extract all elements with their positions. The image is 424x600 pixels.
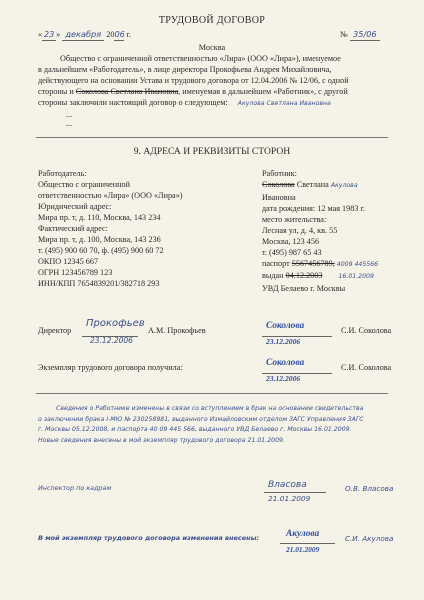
intro-line-5-text: стороны заключили настоящий договор о следующем:: [38, 98, 228, 107]
employer-line-8: ОКПО 12345 667: [38, 257, 99, 266]
director-sign-date: 23.12.2006: [90, 336, 133, 345]
inspector-name: О.В. Власова: [345, 484, 394, 493]
issued-label: выдан: [262, 271, 284, 280]
director-name: А.М. Прокофьев: [148, 326, 206, 335]
new-employee-name-handwritten: Акулова Светлана Ивановна: [237, 100, 331, 107]
worker-phone: т. (495) 987 65 43: [262, 247, 322, 257]
director-label: Директор: [38, 326, 72, 335]
copy-name: С.И. Соколова: [341, 363, 392, 372]
worker-name: С.И. Соколова: [341, 326, 392, 335]
date-year-prefix: 20: [106, 30, 115, 39]
number-value: 35/06: [350, 29, 380, 41]
intro-line-4-end: , именуемая в дальнейшем «Работник», с другой: [178, 87, 348, 96]
final-signature: Акулова: [286, 529, 320, 539]
final-name: С.И. Акулова: [345, 534, 394, 543]
worker-details: [262, 168, 402, 294]
final-confirmation-label: В мой экземпляр трудового договора изменения внесены:: [38, 534, 260, 542]
date-month: декабря: [62, 29, 104, 41]
worker-issuer: УВД Белаево г. Москвы: [262, 283, 346, 293]
worker-signature: Соколова: [266, 321, 305, 331]
intro-line-4: [38, 86, 390, 97]
employer-line-9: ОГРН 123456789 123: [38, 268, 113, 277]
issued-old-date: 04.12.2003: [285, 271, 323, 280]
employer-line-4: Мира пр. т, д. 110, Москва, 143 234: [38, 213, 161, 222]
inspector-signature: Власова: [268, 480, 307, 490]
passport-old-number: 5567456789,: [291, 258, 335, 268]
copy-received-label: Экземпляр трудового договора получила:: [38, 363, 183, 372]
employer-details: [38, 168, 238, 289]
worker-name-line: [262, 179, 402, 192]
intro-line-4-start: стороны и: [38, 87, 74, 96]
final-sign-line: [280, 543, 335, 544]
worker-heading: Работник:: [262, 169, 297, 178]
employer-line-10: ИНН/КПП 7654839201/382718 293: [38, 279, 160, 288]
intro-line-2: в дальнейшем «Работодатель», в лице директора Прокофьева Андрея Михайловича,: [38, 65, 332, 74]
worker-residence-label: место жительства:: [262, 214, 327, 224]
dots-1: ...: [66, 109, 73, 119]
passport-label: паспорт: [262, 258, 290, 268]
document-title: ТРУДОВОЙ ДОГОВОР: [158, 15, 266, 26]
final-sign-date: 21.01.2009: [286, 545, 320, 554]
worker-address-2: Москва, 123 456: [262, 236, 320, 246]
inspector-label: Инспектор по кадрам: [38, 484, 112, 492]
employer-line-3: Юридический адрес:: [38, 202, 112, 211]
date-day: 23: [43, 29, 55, 39]
dots-2: ...: [66, 118, 73, 128]
date-suffix: г.: [126, 30, 131, 39]
number-label: №: [340, 30, 348, 39]
intro-line-5: [38, 97, 390, 110]
change-note: [38, 404, 394, 446]
employer-line-1: Общество с ограниченной: [38, 180, 130, 189]
worker-first-name: Светлана: [296, 180, 329, 189]
inspector-sign-date: 21.01.2009: [268, 494, 311, 503]
note-line-4: Новые сведения внесены в мой экземпляр трудового договора 21.01.2009.: [38, 436, 285, 444]
employer-line-5: Фактический адрес:: [38, 224, 108, 233]
date-year-suffix: 06: [114, 29, 125, 39]
city: Москва: [198, 43, 226, 52]
employer-heading: Работодатель:: [38, 169, 87, 178]
note-line-3: г. Москвы 05.12.2008, и паспорта 40 09 445 566, выданного УВД Белаево г. Москвы 16.01.2009.: [38, 426, 352, 433]
passport-new-number-handwritten: 4009 445566: [336, 260, 379, 268]
section-title: 9. АДРЕСА И РЕКВИЗИТЫ СТОРОН: [133, 146, 291, 157]
worker-birth: дата рождения: 12 мая 1983 г.: [262, 203, 365, 213]
contract-date: « 23 » декабря 2006 г.: [38, 29, 131, 39]
director-signature: Прокофьев: [86, 318, 145, 329]
worker-new-surname-handwritten: Акулова: [330, 182, 358, 189]
worker-passport-line: [262, 258, 402, 271]
employer-line-2: ответственностью «Лира» (ООО «Лира»): [38, 191, 183, 200]
worker-patronymic: Ивановна: [262, 192, 296, 202]
note-line-1: Сведения о Работнике изменены в связи со вступлением в брак на основании свидетельства: [56, 405, 364, 412]
employer-line-6: Мира пр. т, д. 100, Москва, 143 236: [38, 235, 161, 244]
intro-line-1: Общество с ограниченной ответственностью «Лира» (ООО «Лира»), именуемое: [60, 54, 341, 63]
note-line-2: о заключении брака I-МЮ № 230258981, выданного Измайловским отделом ЗАГС Управления ЗАГС: [38, 415, 364, 423]
divider-top: [36, 137, 388, 138]
old-employee-name: Соколова Светлана Ивановна: [75, 87, 179, 96]
divider-bottom: [36, 393, 388, 394]
copy-signature: Соколова: [266, 358, 305, 368]
intro-paragraph: [38, 53, 390, 128]
worker-old-surname: Соколова: [262, 180, 295, 189]
employer-line-7: т. (495) 900 60 70, ф. (495) 900 60 72: [38, 246, 164, 255]
inspector-sign-line: [264, 492, 326, 493]
copy-sign-date: 23.12.2006: [266, 374, 301, 383]
contract-number: [340, 29, 380, 41]
worker-sign-date: 23.12.2006: [266, 337, 301, 346]
issued-new-date-handwritten: 16.01.2009: [338, 273, 374, 280]
worker-issued-line: [262, 270, 402, 283]
intro-line-3: действующего на основании Устава и трудового договора от 12.04.2006 № 12/06, с одной: [38, 76, 349, 85]
worker-address-1: Лесная ул, д. 4, кв. 55: [262, 225, 338, 235]
